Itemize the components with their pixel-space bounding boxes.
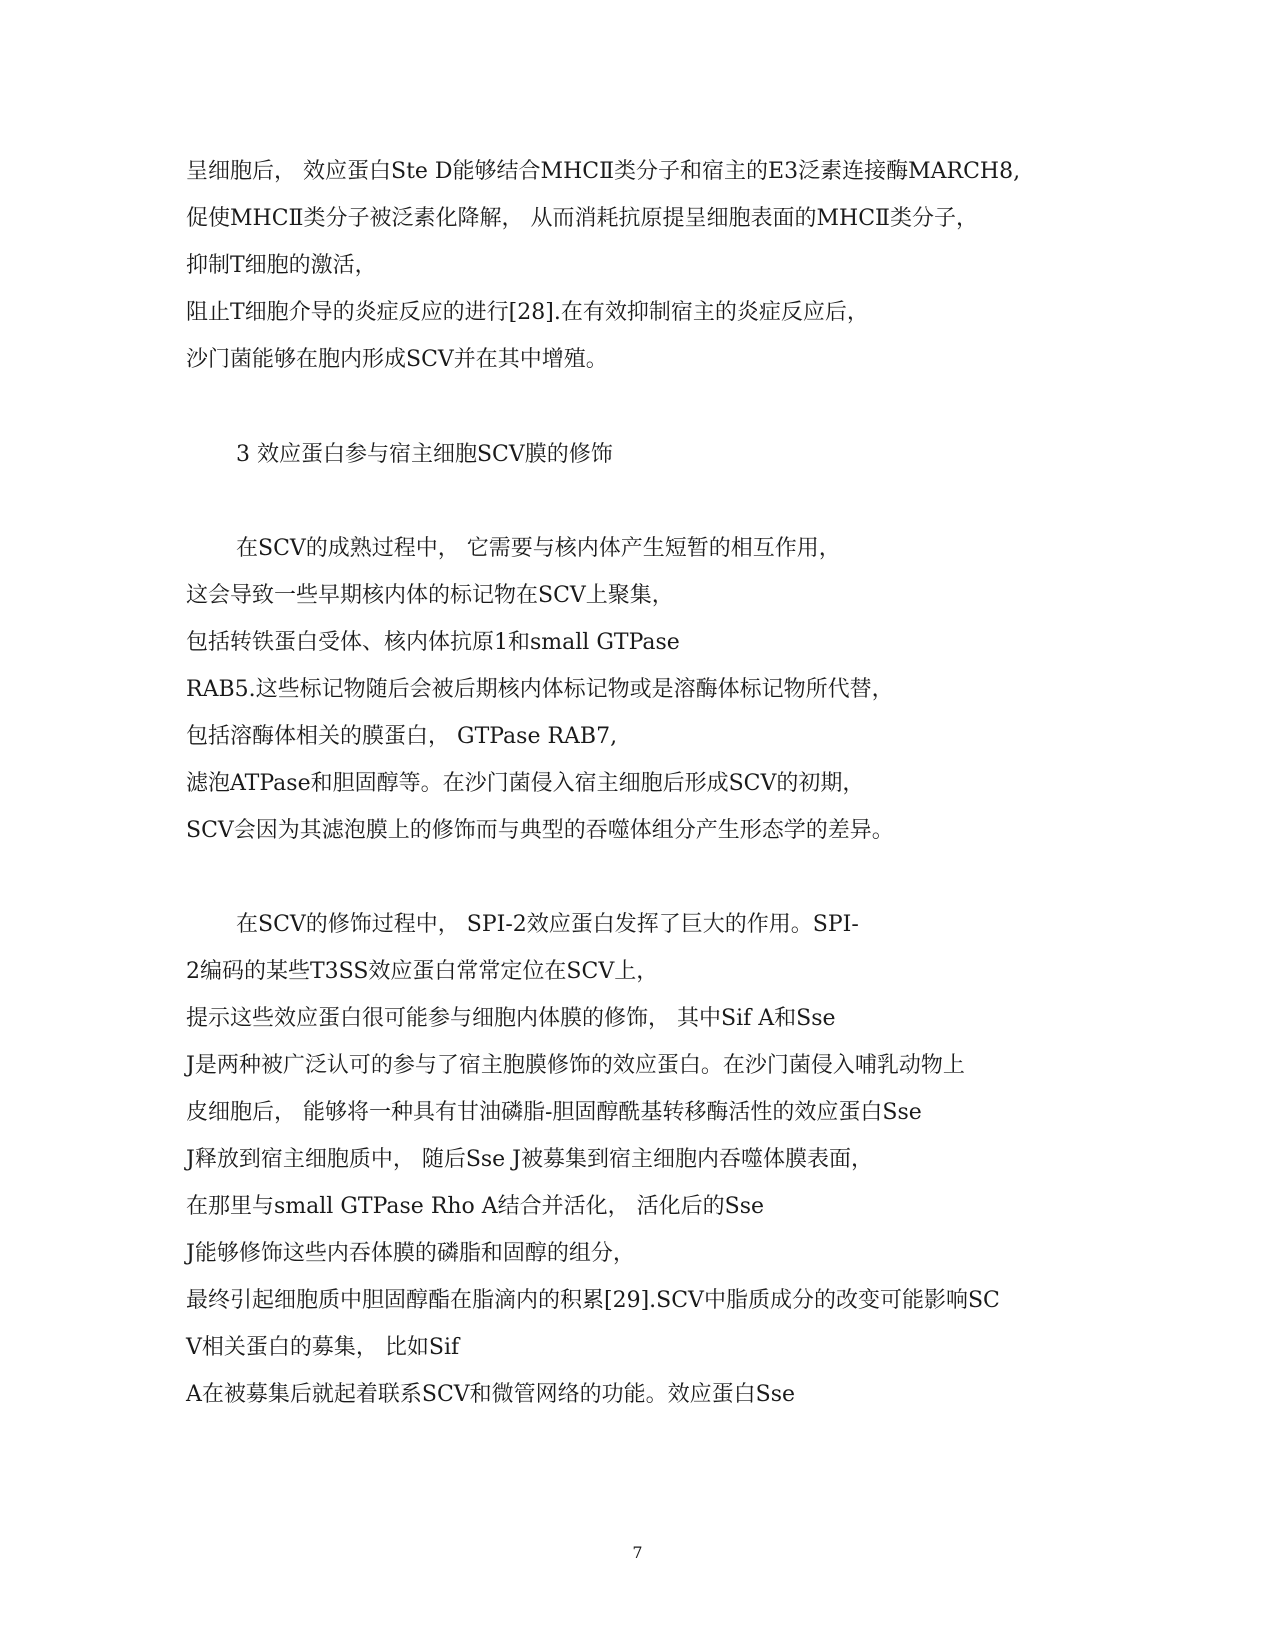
text-line: V相关蛋白的募集， 比如Sif [186,1335,460,1360]
text-line: 呈细胞后， 效应蛋白Ste D能够结合MHCⅡ类分子和宿主的E3泛素连接酶MARCH8, [186,159,1021,184]
text-line: SCV会因为其滤泡膜上的修饰而与典型的吞噬体组分产生形态学的差异。 [186,818,894,843]
section-heading: 3 效应蛋白参与宿主细胞SCV膜的修饰 [236,442,613,467]
text-line: 在SCV的修饰过程中， SPI-2效应蛋白发挥了巨大的作用。SPI- [236,912,859,937]
text-line: 在SCV的成熟过程中， 它需要与核内体产生短暂的相互作用， [236,536,841,561]
text-line: 这会导致一些早期核内体的标记物在SCV上聚集， [186,583,674,608]
text-line: 滤泡ATPase和胆固醇等。在沙门菌侵入宿主细胞后形成SCV的初期， [186,771,865,796]
text-line: J是两种被广泛认可的参与了宿主胞膜修饰的效应蛋白。在沙门菌侵入哺乳动物上 [186,1053,965,1078]
text-line: 包括溶酶体相关的膜蛋白， GTPase RAB7, [186,724,618,749]
text-line: 抑制T细胞的激活， [186,253,377,278]
text-line: 皮细胞后， 能够将一种具有甘油磷脂-胆固醇酰基转移酶活性的效应蛋白Sse [186,1100,922,1125]
text-line: 促使MHCⅡ类分子被泛素化降解， 从而消耗抗原提呈细胞表面的MHCⅡ类分子， [186,206,978,231]
text-line: 阻止T细胞介导的炎症反应的进行[28].在有效抑制宿主的炎症反应后， [186,300,869,325]
text-line: J能够修饰这些内吞体膜的磷脂和固醇的组分， [186,1241,635,1266]
text-line: 沙门菌能够在胞内形成SCV并在其中增殖。 [186,347,608,372]
text-line: 提示这些效应蛋白很可能参与细胞内体膜的修饰， 其中Sif A和Sse [186,1006,836,1031]
text-line: 在那里与small GTPase Rho A结合并活化， 活化后的Sse [186,1194,765,1219]
text-line: 包括转铁蛋白受体、核内体抗原1和small GTPase [186,630,680,655]
text-line: J释放到宿主细胞质中， 随后Sse J被募集到宿主细胞内吞噬体膜表面， [186,1147,874,1172]
page-number: 7 [632,1543,643,1562]
text-line: A在被募集后就起着联系SCV和微管网络的功能。效应蛋白Sse [186,1382,796,1407]
text-line: RAB5.这些标记物随后会被后期核内体标记物或是溶酶体标记物所代替， [186,677,894,702]
text-line: 2编码的某些T3SS效应蛋白常常定位在SCV上， [186,959,659,984]
text-line: 最终引起细胞质中胆固醇酯在脂滴内的积累[29].SCV中脂质成分的改变可能影响SC [186,1288,1000,1313]
